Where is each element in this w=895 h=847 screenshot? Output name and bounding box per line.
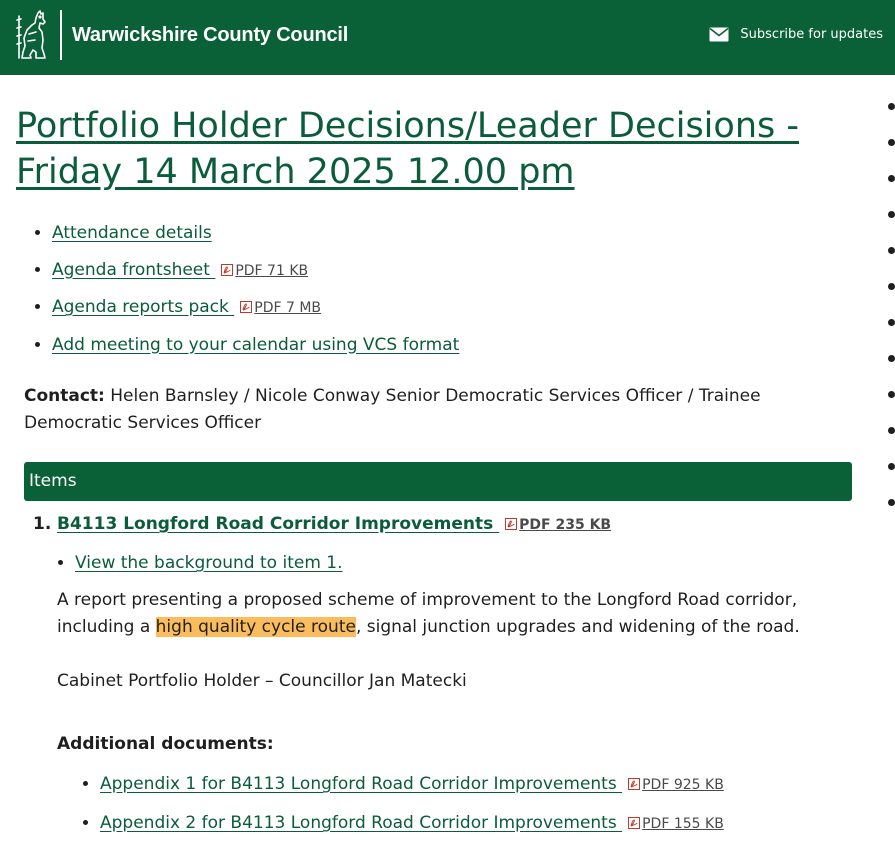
contact-value: Helen Barnsley / Nicole Conway Senior Democratic Services Officer / Trainee Democratic Services Officer xyxy=(24,386,761,433)
pdf-icon xyxy=(628,778,640,790)
file-size-text: PDF 7 MB xyxy=(254,300,322,316)
pdf-icon xyxy=(505,518,517,530)
item-background-list xyxy=(57,549,343,577)
page-title xyxy=(16,103,816,195)
list-item xyxy=(100,804,724,843)
list-item xyxy=(52,252,459,290)
items-heading: Items xyxy=(24,462,852,501)
meeting-documents-list xyxy=(16,215,459,363)
agenda-reports-pack-label: Agenda reports pack xyxy=(52,297,235,317)
item-title xyxy=(57,511,611,539)
org-name: Warwickshire County Council xyxy=(72,23,349,46)
bear-and-ragged-staff-icon xyxy=(16,10,50,60)
appendix-1-link[interactable] xyxy=(100,774,622,794)
appendix-2-label: Appendix 2 for B4113 Longford Road Corridor Improvements xyxy=(100,813,623,833)
page-title-link[interactable]: Portfolio Holder Decisions/Leader Decisions - Friday 14 March 2025 12.00 pm xyxy=(16,106,799,192)
portfolio-holder: Cabinet Portfolio Holder – Councillor Jan Matecki xyxy=(57,671,467,691)
bullet-marker xyxy=(888,103,895,110)
list-item xyxy=(52,289,459,327)
file-size xyxy=(628,777,724,793)
appendix-1-label: Appendix 1 for B4113 Longford Road Corridor Improvements xyxy=(100,774,623,794)
file-size xyxy=(628,816,724,832)
agenda-frontsheet-link[interactable] xyxy=(52,260,215,280)
file-size xyxy=(240,300,321,316)
highlighted-text: high quality cycle route xyxy=(155,617,356,637)
item-description xyxy=(57,587,857,641)
file-size-text: PDF 155 KB xyxy=(642,816,724,832)
site-header xyxy=(0,0,895,75)
pdf-icon xyxy=(221,264,233,276)
view-background-link[interactable]: View the background to item 1. xyxy=(75,553,343,573)
file-size-text: PDF 235 KB xyxy=(519,517,612,533)
file-size-text: PDF 71 KB xyxy=(235,262,309,279)
bullet-marker xyxy=(888,139,895,146)
site-logo-link[interactable] xyxy=(16,10,348,60)
bullet-marker xyxy=(888,247,895,254)
description-text: A report presenting a proposed scheme of improvement to the Longford Road corridor, including a xyxy=(57,590,798,637)
bullet-marker xyxy=(888,211,895,218)
list-item xyxy=(100,765,724,804)
agenda-frontsheet-label: Agenda frontsheet xyxy=(52,259,216,280)
envelope-icon xyxy=(709,27,729,42)
list-item xyxy=(52,215,459,252)
pdf-icon xyxy=(240,301,252,313)
bullet-marker xyxy=(888,355,895,362)
logo-divider xyxy=(60,10,62,60)
subscribe-link[interactable] xyxy=(709,27,883,42)
list-item xyxy=(75,549,343,577)
bullet-marker xyxy=(888,283,895,290)
item-title-label: B4113 Longford Road Corridor Improvements xyxy=(57,514,500,534)
bullet-marker xyxy=(888,427,895,434)
bullet-marker xyxy=(888,463,895,470)
bullet-marker xyxy=(888,319,895,326)
description-text-end: , signal junction upgrades and widening of the road. xyxy=(355,617,800,637)
pdf-icon xyxy=(628,817,640,829)
agenda-reports-pack-link[interactable] xyxy=(52,297,234,317)
attendance-details-link[interactable]: Attendance details xyxy=(52,223,212,243)
contact-label: Contact: xyxy=(24,386,105,406)
item-number: 1. xyxy=(33,514,52,534)
file-size xyxy=(505,517,611,533)
file-size-text: PDF 925 KB xyxy=(642,777,724,793)
bullet-marker xyxy=(888,175,895,182)
add-to-calendar-link[interactable]: Add meeting to your calendar using VCS format xyxy=(52,334,460,355)
item-title-link[interactable] xyxy=(57,514,499,534)
bullet-marker xyxy=(888,391,895,398)
subscribe-label: Subscribe for updates xyxy=(740,27,883,42)
file-size xyxy=(221,263,308,279)
additional-documents-heading: Additional documents: xyxy=(57,734,274,754)
appendix-2-link[interactable] xyxy=(100,813,622,833)
list-item xyxy=(52,327,459,364)
contact-info xyxy=(24,383,844,437)
bullet-marker xyxy=(888,499,895,506)
additional-documents-list xyxy=(57,765,724,843)
